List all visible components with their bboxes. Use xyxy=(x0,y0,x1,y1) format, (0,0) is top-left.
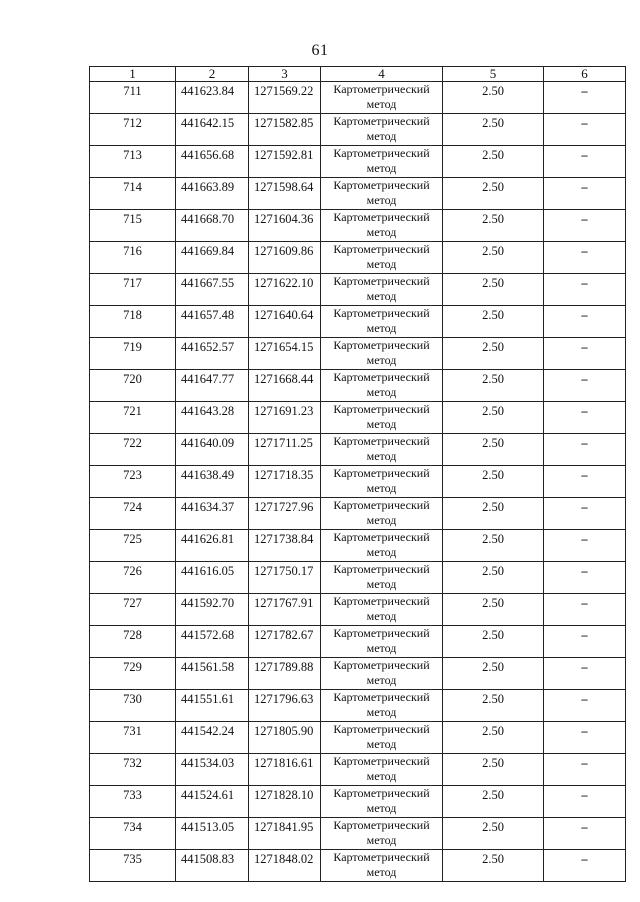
x-coordinate-cell: 441572.68 xyxy=(176,626,249,658)
description-cell: – xyxy=(544,786,626,818)
method-cell xyxy=(321,690,443,722)
point-number-cell: 712 xyxy=(90,114,176,146)
accuracy-cell: 2.50 xyxy=(443,754,544,786)
y-coordinate-cell: 1271727.96 xyxy=(249,498,321,530)
y-coordinate-cell: 1271750.17 xyxy=(249,562,321,594)
point-number-cell: 720 xyxy=(90,370,176,402)
x-coordinate-cell: 441667.55 xyxy=(176,274,249,306)
x-coordinate-cell: 441623.84 xyxy=(176,82,249,114)
x-coordinate-cell: 441640.09 xyxy=(176,434,249,466)
accuracy-cell: 2.50 xyxy=(443,690,544,722)
method-line-1: Картометрический xyxy=(333,274,430,288)
method-line-2: метод xyxy=(366,353,397,367)
y-coordinate-cell: 1271592.81 xyxy=(249,146,321,178)
y-coordinate-cell: 1271738.84 xyxy=(249,530,321,562)
x-coordinate-cell: 441643.28 xyxy=(176,402,249,434)
method-line-2: метод xyxy=(366,289,397,303)
description-cell: – xyxy=(544,434,626,466)
method-line-2: метод xyxy=(366,833,397,847)
x-coordinate-cell: 441642.15 xyxy=(176,114,249,146)
method-line-1: Картометрический xyxy=(333,146,430,160)
y-coordinate-cell: 1271789.88 xyxy=(249,658,321,690)
point-number-cell: 724 xyxy=(90,498,176,530)
method-cell xyxy=(321,370,443,402)
point-number-cell: 717 xyxy=(90,274,176,306)
table-row xyxy=(90,242,626,274)
point-number-cell: 718 xyxy=(90,306,176,338)
method-line-1: Картометрический xyxy=(333,818,430,832)
table-row xyxy=(90,306,626,338)
method-line-2: метод xyxy=(366,193,397,207)
method-cell xyxy=(321,338,443,370)
description-cell: – xyxy=(544,146,626,178)
method-cell xyxy=(321,818,443,850)
y-coordinate-cell: 1271691.23 xyxy=(249,402,321,434)
accuracy-cell: 2.50 xyxy=(443,530,544,562)
x-coordinate-cell: 441663.89 xyxy=(176,178,249,210)
method-cell xyxy=(321,786,443,818)
method-line-2: метод xyxy=(366,161,397,175)
table-row xyxy=(90,690,626,722)
y-coordinate-cell: 1271848.02 xyxy=(249,850,321,882)
method-cell xyxy=(321,722,443,754)
method-line-1: Картометрический xyxy=(333,626,430,640)
description-cell: – xyxy=(544,178,626,210)
point-number-cell: 723 xyxy=(90,466,176,498)
method-line-1: Картометрический xyxy=(333,530,430,544)
method-line-2: метод xyxy=(366,97,397,111)
x-coordinate-cell: 441647.77 xyxy=(176,370,249,402)
x-coordinate-cell: 441657.48 xyxy=(176,306,249,338)
table-row xyxy=(90,210,626,242)
accuracy-cell: 2.50 xyxy=(443,498,544,530)
accuracy-cell: 2.50 xyxy=(443,370,544,402)
accuracy-cell: 2.50 xyxy=(443,242,544,274)
method-line-2: метод xyxy=(366,737,397,751)
point-number-cell: 727 xyxy=(90,594,176,626)
x-coordinate-cell: 441634.37 xyxy=(176,498,249,530)
table-row xyxy=(90,722,626,754)
description-cell: – xyxy=(544,274,626,306)
accuracy-cell: 2.50 xyxy=(443,722,544,754)
table-row xyxy=(90,754,626,786)
point-number-cell: 731 xyxy=(90,722,176,754)
x-coordinate-cell: 441508.83 xyxy=(176,850,249,882)
method-cell xyxy=(321,658,443,690)
point-number-cell: 728 xyxy=(90,626,176,658)
accuracy-cell: 2.50 xyxy=(443,786,544,818)
method-cell xyxy=(321,242,443,274)
x-coordinate-cell: 441616.05 xyxy=(176,562,249,594)
y-coordinate-cell: 1271718.35 xyxy=(249,466,321,498)
method-line-1: Картометрический xyxy=(333,434,430,448)
table-row xyxy=(90,498,626,530)
x-coordinate-cell: 441669.84 xyxy=(176,242,249,274)
y-coordinate-cell: 1271598.64 xyxy=(249,178,321,210)
y-coordinate-cell: 1271782.67 xyxy=(249,626,321,658)
point-number-cell: 714 xyxy=(90,178,176,210)
x-coordinate-cell: 441513.05 xyxy=(176,818,249,850)
method-cell xyxy=(321,210,443,242)
description-cell: – xyxy=(544,562,626,594)
x-coordinate-cell: 441592.70 xyxy=(176,594,249,626)
description-cell: – xyxy=(544,402,626,434)
method-cell xyxy=(321,498,443,530)
accuracy-cell: 2.50 xyxy=(443,626,544,658)
method-line-1: Картометрический xyxy=(333,498,430,512)
point-number-cell: 732 xyxy=(90,754,176,786)
description-cell: – xyxy=(544,466,626,498)
method-line-2: метод xyxy=(366,865,397,879)
table-body xyxy=(90,67,626,882)
y-coordinate-cell: 1271796.63 xyxy=(249,690,321,722)
point-number-cell: 711 xyxy=(90,82,176,114)
accuracy-cell: 2.50 xyxy=(443,818,544,850)
table-row xyxy=(90,786,626,818)
accuracy-cell: 2.50 xyxy=(443,306,544,338)
x-coordinate-cell: 441652.57 xyxy=(176,338,249,370)
coordinates-table xyxy=(89,66,626,882)
method-line-2: метод xyxy=(366,609,397,623)
method-cell xyxy=(321,274,443,306)
accuracy-cell: 2.50 xyxy=(443,82,544,114)
table-row xyxy=(90,594,626,626)
method-line-2: метод xyxy=(366,225,397,239)
method-cell xyxy=(321,146,443,178)
y-coordinate-cell: 1271711.25 xyxy=(249,434,321,466)
description-cell: – xyxy=(544,626,626,658)
method-line-2: метод xyxy=(366,129,397,143)
method-cell xyxy=(321,562,443,594)
y-coordinate-cell: 1271569.22 xyxy=(249,82,321,114)
x-coordinate-cell: 441656.68 xyxy=(176,146,249,178)
method-line-2: метод xyxy=(366,481,397,495)
accuracy-cell: 2.50 xyxy=(443,434,544,466)
x-coordinate-cell: 441551.61 xyxy=(176,690,249,722)
y-coordinate-cell: 1271805.90 xyxy=(249,722,321,754)
table-row xyxy=(90,114,626,146)
method-cell xyxy=(321,530,443,562)
method-line-1: Картометрический xyxy=(333,594,430,608)
table-row xyxy=(90,466,626,498)
method-line-2: метод xyxy=(366,321,397,335)
table-row xyxy=(90,402,626,434)
method-cell xyxy=(321,306,443,338)
method-line-1: Картометрический xyxy=(333,722,430,736)
accuracy-cell: 2.50 xyxy=(443,466,544,498)
x-coordinate-cell: 441524.61 xyxy=(176,786,249,818)
method-line-2: метод xyxy=(366,449,397,463)
table-row xyxy=(90,434,626,466)
point-number-cell: 730 xyxy=(90,690,176,722)
point-number-cell: 733 xyxy=(90,786,176,818)
table-row xyxy=(90,850,626,882)
method-line-2: метод xyxy=(366,545,397,559)
column-header-4: 4 xyxy=(321,67,443,82)
description-cell: – xyxy=(544,754,626,786)
accuracy-cell: 2.50 xyxy=(443,274,544,306)
method-cell xyxy=(321,402,443,434)
description-cell: – xyxy=(544,722,626,754)
method-line-2: метод xyxy=(366,257,397,271)
column-header-1: 1 xyxy=(90,67,176,82)
x-coordinate-cell: 441638.49 xyxy=(176,466,249,498)
method-line-2: метод xyxy=(366,705,397,719)
accuracy-cell: 2.50 xyxy=(443,402,544,434)
point-number-cell: 722 xyxy=(90,434,176,466)
method-line-2: метод xyxy=(366,385,397,399)
description-cell: – xyxy=(544,658,626,690)
description-cell: – xyxy=(544,818,626,850)
method-line-1: Картометрический xyxy=(333,754,430,768)
point-number-cell: 725 xyxy=(90,530,176,562)
point-number-cell: 729 xyxy=(90,658,176,690)
description-cell: – xyxy=(544,242,626,274)
y-coordinate-cell: 1271640.64 xyxy=(249,306,321,338)
method-line-1: Картометрический xyxy=(333,402,430,416)
method-cell xyxy=(321,114,443,146)
description-cell: – xyxy=(544,594,626,626)
table-row xyxy=(90,178,626,210)
method-cell xyxy=(321,754,443,786)
method-line-1: Картометрический xyxy=(333,370,430,384)
description-cell: – xyxy=(544,370,626,402)
method-line-2: метод xyxy=(366,577,397,591)
accuracy-cell: 2.50 xyxy=(443,562,544,594)
method-cell xyxy=(321,850,443,882)
accuracy-cell: 2.50 xyxy=(443,658,544,690)
method-line-2: метод xyxy=(366,417,397,431)
description-cell: – xyxy=(544,210,626,242)
description-cell: – xyxy=(544,498,626,530)
method-line-1: Картометрический xyxy=(333,210,430,224)
table-row xyxy=(90,626,626,658)
column-header-2: 2 xyxy=(176,67,249,82)
method-line-1: Картометрический xyxy=(333,82,430,96)
method-line-1: Картометрический xyxy=(333,690,430,704)
method-cell xyxy=(321,434,443,466)
accuracy-cell: 2.50 xyxy=(443,594,544,626)
point-number-cell: 726 xyxy=(90,562,176,594)
point-number-cell: 713 xyxy=(90,146,176,178)
point-number-cell: 721 xyxy=(90,402,176,434)
y-coordinate-cell: 1271767.91 xyxy=(249,594,321,626)
method-line-1: Картометрический xyxy=(333,850,430,864)
column-header-6: 6 xyxy=(544,67,626,82)
y-coordinate-cell: 1271654.15 xyxy=(249,338,321,370)
description-cell: – xyxy=(544,850,626,882)
y-coordinate-cell: 1271622.10 xyxy=(249,274,321,306)
method-line-2: метод xyxy=(366,641,397,655)
y-coordinate-cell: 1271828.10 xyxy=(249,786,321,818)
description-cell: – xyxy=(544,114,626,146)
method-line-1: Картометрический xyxy=(333,242,430,256)
point-number-cell: 715 xyxy=(90,210,176,242)
x-coordinate-cell: 441542.24 xyxy=(176,722,249,754)
column-header-3: 3 xyxy=(249,67,321,82)
accuracy-cell: 2.50 xyxy=(443,850,544,882)
method-line-2: метод xyxy=(366,673,397,687)
accuracy-cell: 2.50 xyxy=(443,146,544,178)
page-number: 61 xyxy=(311,42,329,59)
method-cell xyxy=(321,626,443,658)
table-header-row xyxy=(90,67,626,82)
method-line-2: метод xyxy=(366,769,397,783)
description-cell: – xyxy=(544,690,626,722)
method-line-2: метод xyxy=(366,513,397,527)
x-coordinate-cell: 441668.70 xyxy=(176,210,249,242)
table-row xyxy=(90,818,626,850)
method-line-1: Картометрический xyxy=(333,562,430,576)
column-header-5: 5 xyxy=(443,67,544,82)
table-row xyxy=(90,338,626,370)
table-row xyxy=(90,562,626,594)
method-line-1: Картометрический xyxy=(333,338,430,352)
y-coordinate-cell: 1271604.36 xyxy=(249,210,321,242)
accuracy-cell: 2.50 xyxy=(443,210,544,242)
y-coordinate-cell: 1271841.95 xyxy=(249,818,321,850)
point-number-cell: 716 xyxy=(90,242,176,274)
y-coordinate-cell: 1271668.44 xyxy=(249,370,321,402)
method-line-2: метод xyxy=(366,801,397,815)
accuracy-cell: 2.50 xyxy=(443,178,544,210)
table-row xyxy=(90,658,626,690)
description-cell: – xyxy=(544,338,626,370)
y-coordinate-cell: 1271582.85 xyxy=(249,114,321,146)
x-coordinate-cell: 441561.58 xyxy=(176,658,249,690)
method-cell xyxy=(321,466,443,498)
method-line-1: Картометрический xyxy=(333,786,430,800)
method-cell xyxy=(321,82,443,114)
x-coordinate-cell: 441626.81 xyxy=(176,530,249,562)
method-cell xyxy=(321,178,443,210)
description-cell: – xyxy=(544,82,626,114)
point-number-cell: 735 xyxy=(90,850,176,882)
table-row xyxy=(90,274,626,306)
point-number-cell: 719 xyxy=(90,338,176,370)
x-coordinate-cell: 441534.03 xyxy=(176,754,249,786)
accuracy-cell: 2.50 xyxy=(443,338,544,370)
method-line-1: Картометрический xyxy=(333,178,430,192)
method-cell xyxy=(321,594,443,626)
description-cell: – xyxy=(544,530,626,562)
table-row xyxy=(90,82,626,114)
method-line-1: Картометрический xyxy=(333,658,430,672)
table-row xyxy=(90,530,626,562)
y-coordinate-cell: 1271816.61 xyxy=(249,754,321,786)
description-cell: – xyxy=(544,306,626,338)
point-number-cell: 734 xyxy=(90,818,176,850)
y-coordinate-cell: 1271609.86 xyxy=(249,242,321,274)
table-row xyxy=(90,146,626,178)
method-line-1: Картометрический xyxy=(333,114,430,128)
accuracy-cell: 2.50 xyxy=(443,114,544,146)
method-line-1: Картометрический xyxy=(333,466,430,480)
method-line-1: Картометрический xyxy=(333,306,430,320)
table-row xyxy=(90,370,626,402)
